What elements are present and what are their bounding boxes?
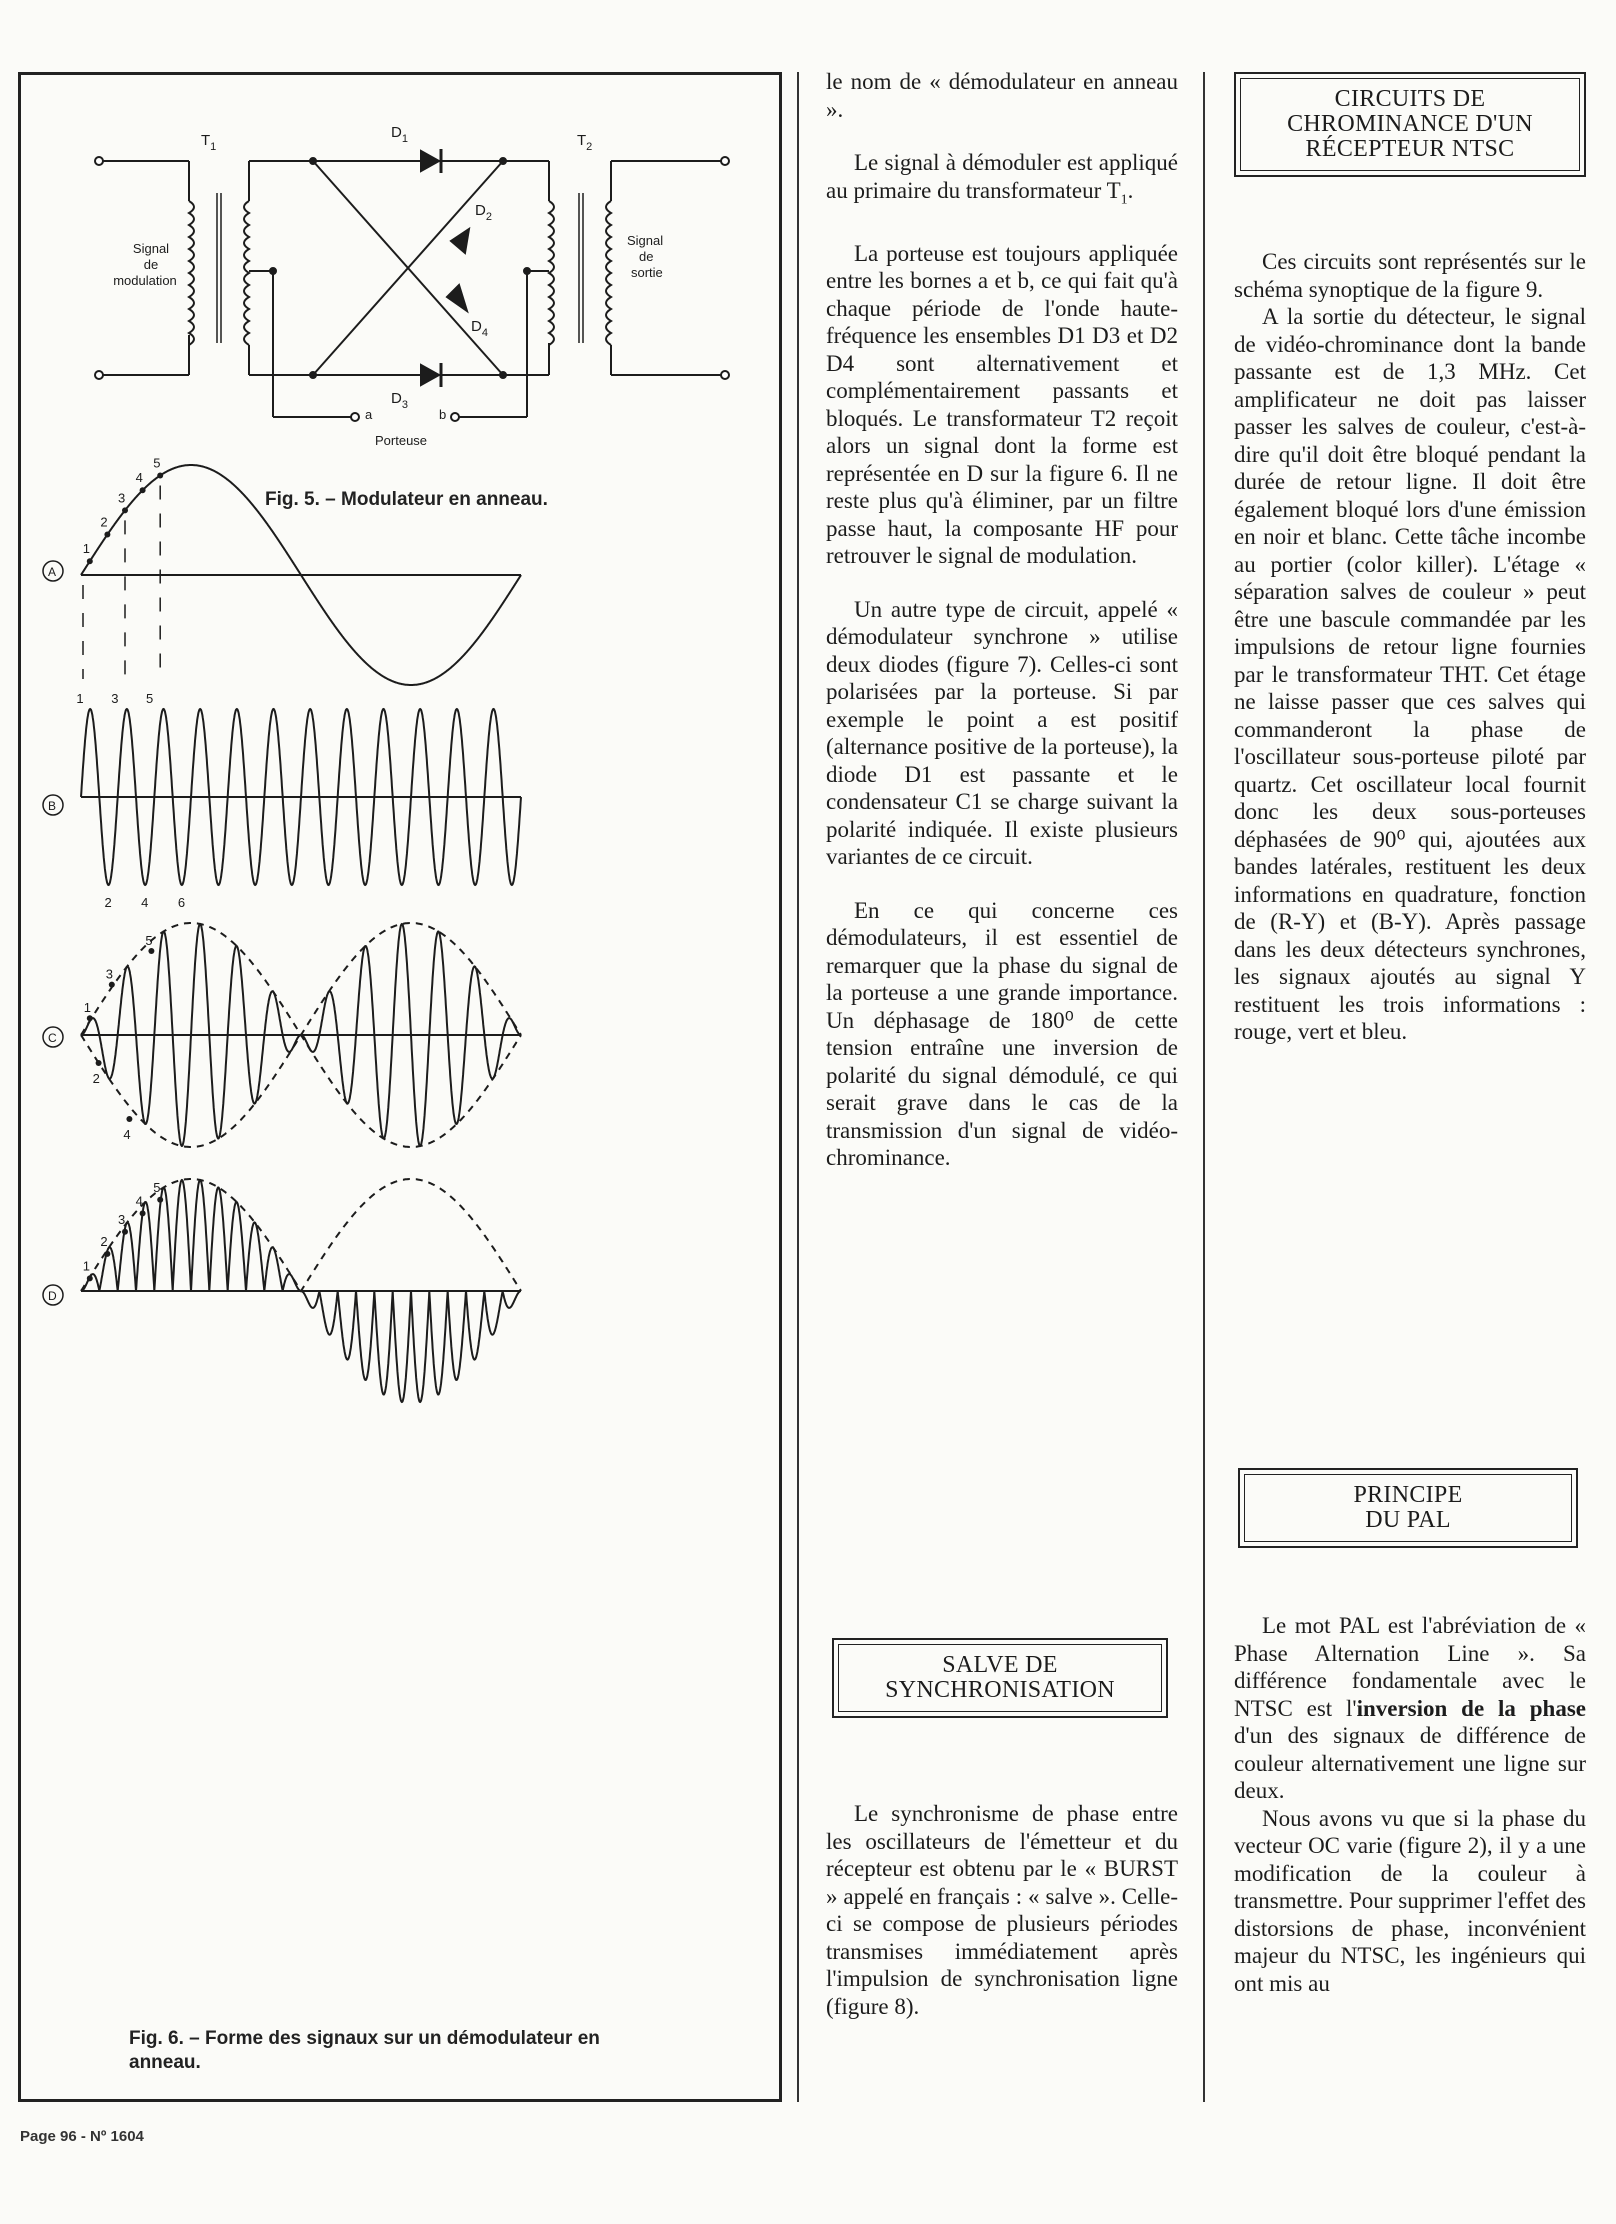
label-terminal-a: a	[365, 407, 373, 422]
diode-d4	[447, 285, 467, 311]
trace-d-point-label-2: 2	[100, 1233, 108, 1249]
trace-c-point-label-1: 1	[83, 1000, 92, 1016]
column-rule-2	[1203, 72, 1205, 2102]
label-d2: $D_2$	[475, 202, 492, 223]
trace-c-point-4	[126, 1116, 132, 1122]
page-footer: Page 96 - Nº 1604	[20, 2128, 144, 2145]
text-column-3b	[1234, 1612, 1586, 1997]
output-terminal-top	[721, 157, 729, 165]
column-rule-1	[797, 72, 799, 2102]
trace-c-point-label-5: 5	[145, 933, 153, 948]
trace-c-point-label-3: 3	[105, 966, 114, 982]
trace-a-point-label-4: 4	[135, 470, 143, 486]
trace-a-point-3	[122, 507, 128, 513]
trace-d-point-5	[157, 1197, 163, 1203]
figure-6-caption-line-2: anneau.	[129, 2052, 201, 2073]
trace-a-point-label-2: 2	[100, 514, 108, 530]
figure-6-caption	[129, 2027, 729, 2075]
label-d4: $D_4$	[471, 318, 488, 339]
paragraph: Un autre type de circuit, appelé « démodulateur synchrone » utilise deux diodes (figure 7). Celles-ci sont polarisées par la porteuse. Si par exemple le point a est positif (alternance positive de la porteuse), la diode D1 est passante et le condensateur C1 se charge suivant la polarité indiquée. Il existe plusieurs variantes de ce circuit.	[826, 596, 1178, 870]
trace-a-point-1	[87, 558, 93, 564]
terminal-b	[451, 413, 459, 421]
t1-primary-coil	[189, 201, 194, 345]
paragraph: Le signal à démoduler est appliqué au primaire du transformateur $T_1$.	[826, 150, 1178, 208]
trace-c-envelope-lower	[81, 1035, 521, 1147]
trace-a-point-4	[140, 487, 146, 493]
trace-c-point-label-4: 4	[123, 1127, 131, 1142]
trace-b-bottom-label-3: 6	[177, 895, 186, 910]
figure-panel	[18, 72, 782, 2102]
trace-d-point-4	[140, 1210, 146, 1216]
trace-b-bottom-label-2: 4	[141, 895, 149, 910]
trace-d-point-2	[104, 1251, 110, 1257]
trace-c-point-2	[96, 1060, 102, 1066]
t2-primary-coil	[549, 201, 554, 345]
trace-c-point-label-2: 2	[92, 1071, 100, 1086]
trace-b-bottom-label-1: 2	[104, 895, 112, 910]
paragraph: Le synchronisme de phase entre les oscillateurs de l'émetteur et du récepteur est obtenu par le « BURST » appelé en français : « salve ». Celle-ci se compose de plusieurs périodes transmises immédiatement après l'impulsion de synchronisation ligne (figure 8).	[826, 1801, 1178, 2019]
heading-chrominance-ntsc: CIRCUITS DE CHROMINANCE D'UN RÉCEPTEUR NTSC	[1234, 72, 1586, 177]
figure-6-caption-line-1: Fig. 6. – Forme des signaux sur un démodulateur en	[129, 2028, 600, 2049]
trace-b-top-label-3: 5	[146, 691, 154, 706]
heading-principe-pal: PRINCIPE DU PAL	[1238, 1468, 1578, 1548]
trace-a-point-2	[104, 532, 110, 538]
label-signal-sortie-1: Signal	[627, 233, 664, 248]
diode-d3	[421, 365, 439, 385]
trace-label-d: D	[48, 1289, 57, 1303]
paragraph: En ce qui concerne ces démodulateurs, il est essentiel de remarquer que la phase du signal de la porteuse a une grande importance. Un déphasage de 180⁰ de cette tension entraîne une inversion de polarité du signal démodulé, ce qui serait grave dans le cas de la transmission d'un signal de vidéo-chrominance.	[826, 897, 1178, 1171]
label-d3: $D_3$	[391, 390, 408, 411]
figure-5-circuit-diagram	[21, 75, 785, 2105]
label-porteuse: Porteuse	[375, 433, 428, 448]
trace-a-point-label-3: 3	[118, 490, 126, 506]
trace-d-envelope-upper	[81, 1179, 521, 1291]
label-terminal-b: b	[439, 407, 447, 422]
figure-6-waveforms	[43, 455, 521, 1402]
label-t1: $T_1$	[201, 132, 217, 153]
label-signal-modulation-3: modulation	[113, 273, 177, 288]
output-terminal-bottom	[721, 371, 729, 379]
trace-a-point-5	[157, 472, 163, 478]
label-signal-sortie-2: de	[639, 249, 654, 264]
diode-d1	[421, 151, 439, 171]
trace-label-c: C	[48, 1031, 57, 1045]
trace-label-a: A	[48, 565, 57, 579]
paragraph: Nous avons vu que si la phase du vecteur OC varie (figure 2), il y a une modification de la couleur à transmettre. Pour supprimer l'effet des distorsions de phase, inconvénient majeur du NTSC, les ingénieurs qui ont mis au	[1234, 1805, 1586, 1996]
paragraph: Ces circuits sont représentés sur le schéma synoptique de la figure 9.	[1234, 249, 1586, 302]
text-column-2b	[826, 1800, 1178, 2020]
trace-c-point-5	[148, 948, 154, 954]
label-t2: $T_2$	[577, 132, 593, 153]
trace-d-point-label-3: 3	[118, 1211, 126, 1227]
label-signal-modulation-1: Signal	[132, 241, 170, 256]
label-d1: $D_1$	[391, 124, 408, 145]
label-signal-modulation-2: de	[143, 257, 159, 272]
input-terminal-bottom	[95, 371, 103, 379]
paragraph: A la sortie du détecteur, le signal de vidéo-chrominance dont la bande passante est de 1,3 MHz. Cet amplificateur ne doit pas laisser passer les salves de couleur, c'est-à-dire qu'il doit être bloqué pendant la durée de retour ligne. Il doit être également bloqué lors d'une émission en noir et blanc. Cette tâche incombe au portier (color killer). L'étage « séparation salves de couleur » peut être une bascule commandée par les impulsions de retour ligne fournies par le transformateur THT. Cet étage ne laisse passer que ces salves qui commanderont la phase de l'oscillateur sous-porteuse piloté par quartz. Cet oscillateur local fournit donc les deux sous-porteuses déphasées de 90⁰ qui, ajoutées aux bandes latérales, restituent les deux informations en quadrature, fonction de (R-Y) et (B-Y). Après passage dans les deux détecteurs synchrones, les signaux ajoutés au signal Y restituent les trois informations : rouge, vert et bleu.	[1234, 304, 1586, 1044]
diode-d2	[451, 229, 469, 253]
paragraph: Le mot PAL est l'abréviation de « Phase Alternation Line ». Sa différence fondamentale avec le NTSC est l'inversion de la phase d'un des signaux de différence de couleur alternativement une ligne sur deux.	[1234, 1613, 1586, 1803]
label-signal-sortie-3: sortie	[631, 265, 663, 280]
trace-a-point-label-1: 1	[82, 541, 91, 557]
input-terminal-top	[95, 157, 103, 165]
text-column-2a	[826, 68, 1178, 1172]
heading-salve-synchronisation: SALVE DE SYNCHRONISATION	[832, 1638, 1168, 1718]
figure-5-caption: Fig. 5. – Modulateur en anneau.	[265, 489, 548, 510]
trace-c-point-3	[109, 982, 115, 988]
trace-a-point-label-5: 5	[153, 455, 161, 471]
trace-label-b: B	[48, 799, 57, 813]
t2-secondary-coil	[606, 201, 611, 345]
paragraph: le nom de « démodulateur en anneau ».	[826, 69, 1178, 122]
t1-secondary-coil	[244, 201, 249, 345]
trace-d-point-label-5: 5	[153, 1179, 161, 1195]
trace-b-top-label-2: 3	[111, 691, 119, 706]
trace-d-point-label-1: 1	[82, 1258, 91, 1274]
trace-b-top-label-1: 1	[76, 691, 84, 706]
trace-d-point-3	[122, 1229, 128, 1235]
trace-d-point-label-4: 4	[135, 1193, 143, 1209]
paragraph: La porteuse est toujours appliquée entre les bornes a et b, ce qui fait qu'à chaque période de l'onde haute-fréquence les ensembles D1 D3 et D2 D4 sont alternativement et complémentairement passants et bloqués. Le transformateur T2 reçoit alors un signal dont la forme est représentée en D sur la figure 6. Il ne reste plus qu'à éliminer, par un filtre passe haut, la composante HF pour retrouver le signal de modulation.	[826, 240, 1178, 569]
text-column-3a	[1234, 248, 1586, 1046]
trace-d-point-1	[87, 1275, 93, 1281]
trace-c-point-1	[87, 1015, 93, 1021]
terminal-a	[351, 413, 359, 421]
